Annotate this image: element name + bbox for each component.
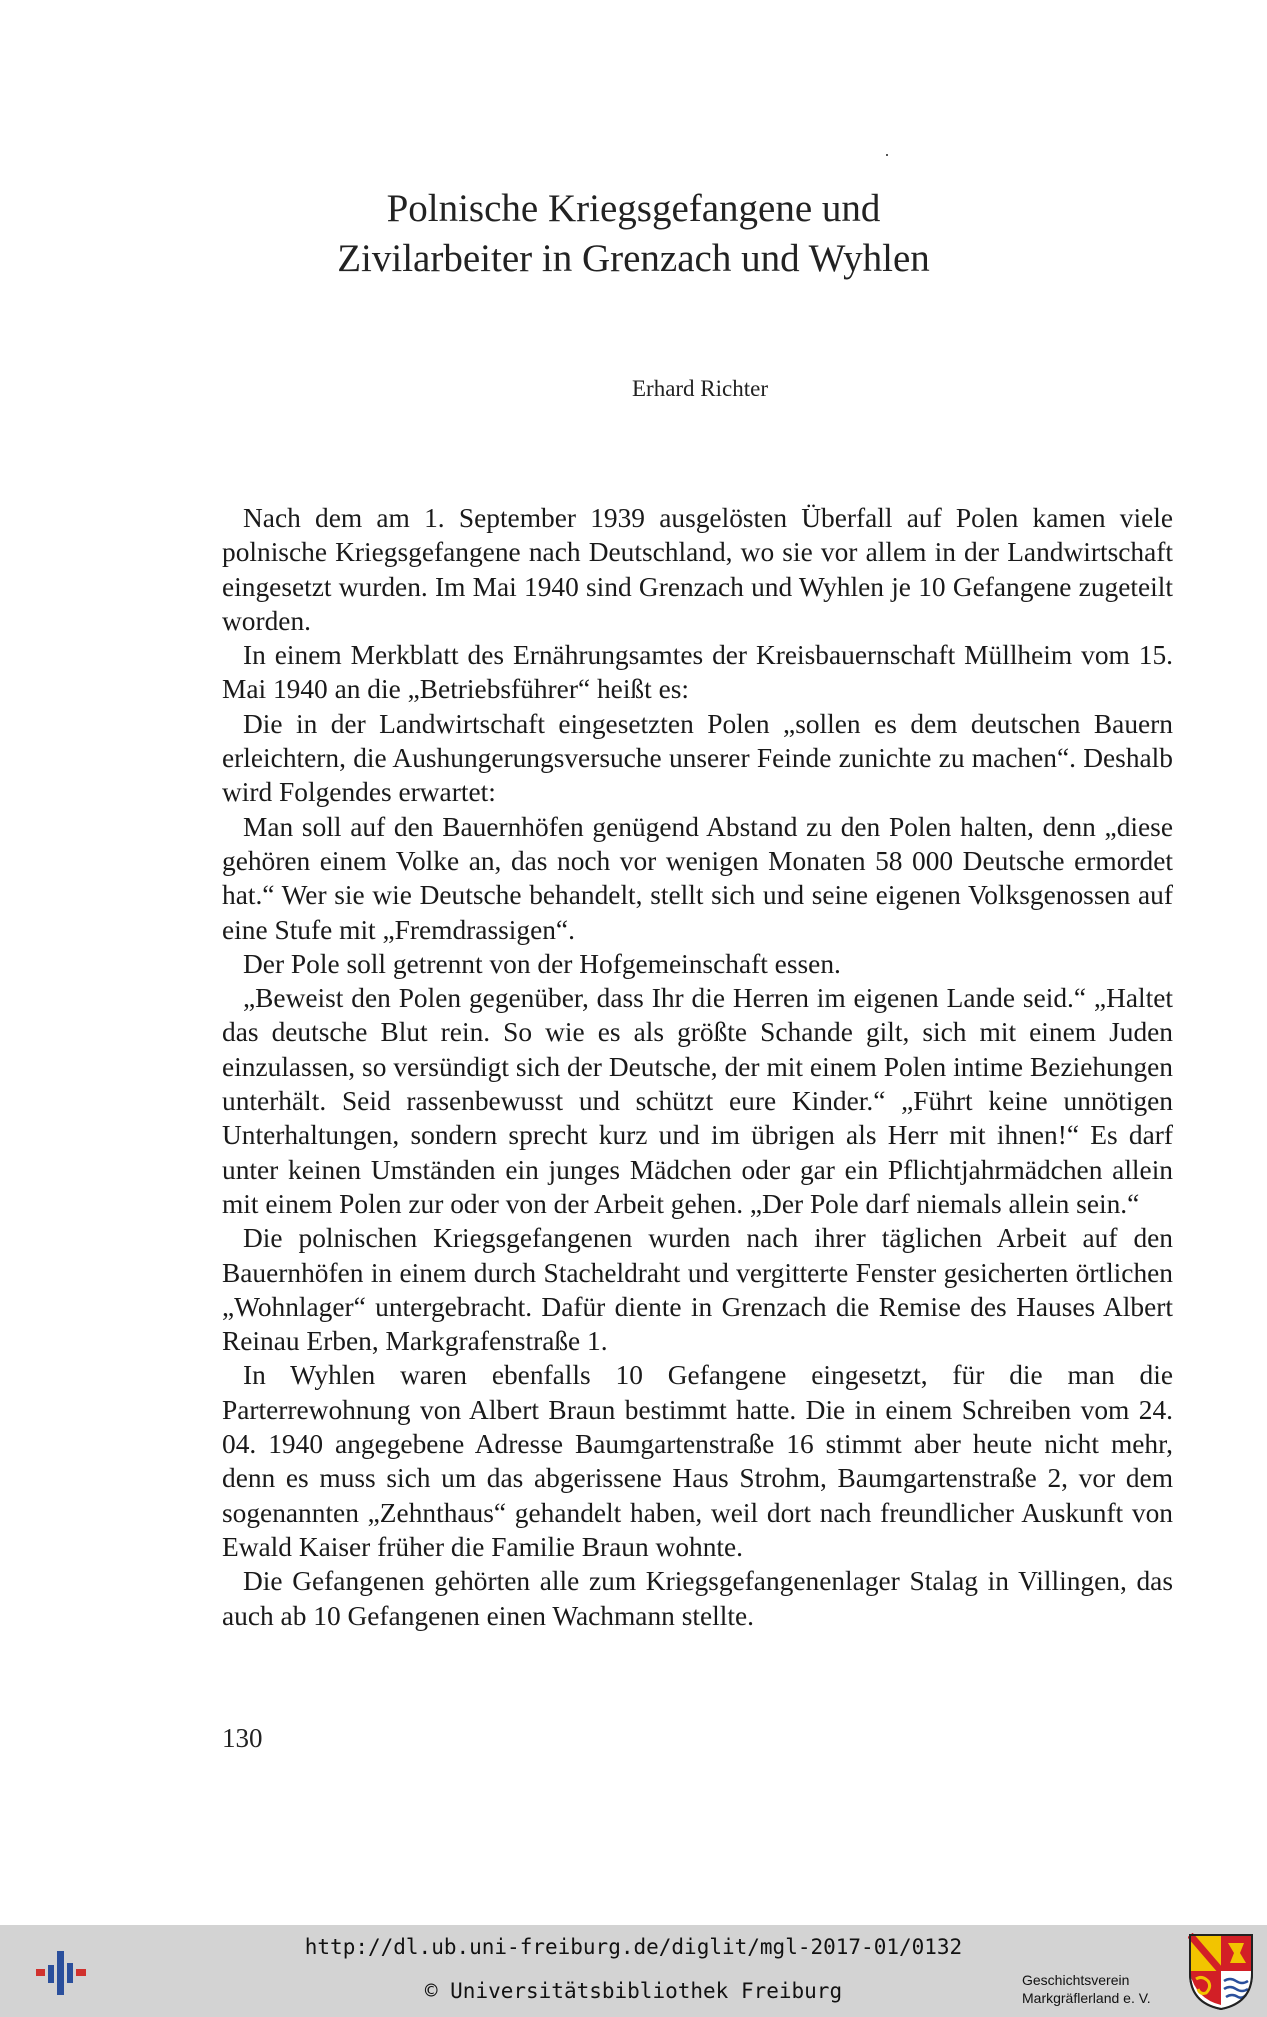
markgraeflerland-crest-icon[interactable] (1188, 1933, 1254, 2011)
paragraph: Nach dem am 1. September 1939 ausgelösten Überfall auf Polen kamen viele polnische Kriegsgefangene nach Deutschland, wo sie vor allem in der Landwirtschaft eingesetzt wurden. Im Mai 1940 sind Grenzach und Wyhlen je 10 Gefangene zugeteilt worden. (222, 503, 1173, 636)
footer-copyright: © Universitätsbibliothek Freiburg (424, 1979, 843, 2003)
author-name: Erhard Richter (631, 376, 769, 401)
society-line-2: Markgräflerland e. V. (1022, 1990, 1151, 2006)
scan-speck (886, 154, 888, 156)
paragraph: In Wyhlen waren ebenfalls 10 Gefangene eingesetzt, für die man die Parterrewohnung von Albert Braun bestimmt hatte. Die in einem Schreiben vom 24. 04. 1940 angegebene Adresse Baumgartenstraße 16 stimmt aber heute nicht mehr, denn es muss sich um das abgerissene Haus Strohm, Baumgartenstraße 2, vor dem sogenannten „Zehnthaus“ gehandelt haben, weil dort nach freundlicher Auskunft von Ewald Kaiser früher die Familie Braun wohnte. (222, 1360, 1173, 1562)
society-line-1: Geschichtsverein (1022, 1972, 1130, 1988)
footer-url-link[interactable]: http://dl.ub.uni-freiburg.de/diglit/mgl-2017-01/0132 (304, 1935, 963, 1959)
paragraph: Man soll auf den Bauernhöfen genügend Abstand zu den Polen halten, denn „diese gehören einem Volke an, das noch vor wenigen Monaten 58 000 Deutsche ermordet hat.“ Wer sie wie Deutsche behandelt, stellt sich und seine eigenen Volksgenossen auf eine Stufe mit „Fremdrassigen“. (222, 811, 1173, 945)
page-number: 130 (222, 1723, 263, 1753)
body-text (222, 501, 1173, 1633)
paragraph: Die Gefangenen gehörten alle zum Kriegsgefangenenlager Stalag in Villingen, das auch ab 10 Gefangenen einen Wachmann stellte. (222, 1566, 1173, 1631)
article-title (0, 184, 1267, 284)
paragraph: Die polnischen Kriegsgefangenen wurden nach ihrer täglichen Arbeit auf den Bauernhöfen in einem durch Stacheldraht und vergitterte Fenster gesicherten örtlichen „Wohnlager“ untergebracht. Dafür diente in Grenzach die Remise des Hauses Albert Reinau Erben, Markgrafenstraße 1. (222, 1223, 1173, 1357)
paragraph: „Beweist den Polen gegenüber, dass Ihr die Herren im eigenen Lande seid.“ „Haltet das deutsche Blut rein. So wie es als größte Schande gilt, sich mit einem Juden einzulassen, so versündigt sich der Deutsche, der mit einem Polen intime Beziehungen unterhält. Seid rassenbewusst und schützt eure Kinder.“ „Führt keine unnötigen Unterhaltungen, sondern sprecht kurz und im übrigen als Herr mit ihnen!“ Es darf unter keinen Umständen ein junges Mädchen oder gar ein Pflichtjahrmädchen allein mit einem Polen zur oder von der Arbeit gehen. „Der Pole darf niemals allein sein.“ (222, 983, 1173, 1219)
footer-bar (0, 1925, 1267, 2017)
paragraph: In einem Merkblatt des Ernährungsamtes der Kreisbauernschaft Müllheim vom 15. Mai 1940 an die „Betriebsführer“ heißt es: (222, 640, 1173, 705)
title-line-2: Zivilarbeiter in Grenzach und Wyhlen (337, 237, 930, 280)
paragraph: Die in der Landwirtschaft eingesetzten Polen „sollen es dem deutschen Bauern erleichtern, die Aushungerungsversuche unserer Feinde zunichte zu machen“. Deshalb wird Folgendes erwartet: (222, 708, 1173, 808)
title-line-1: Polnische Kriegsgefangene und (386, 187, 881, 230)
society-name (1022, 1971, 1151, 2007)
paragraph: Der Pole soll getrennt von der Hofgemeinschaft essen. (243, 948, 841, 979)
